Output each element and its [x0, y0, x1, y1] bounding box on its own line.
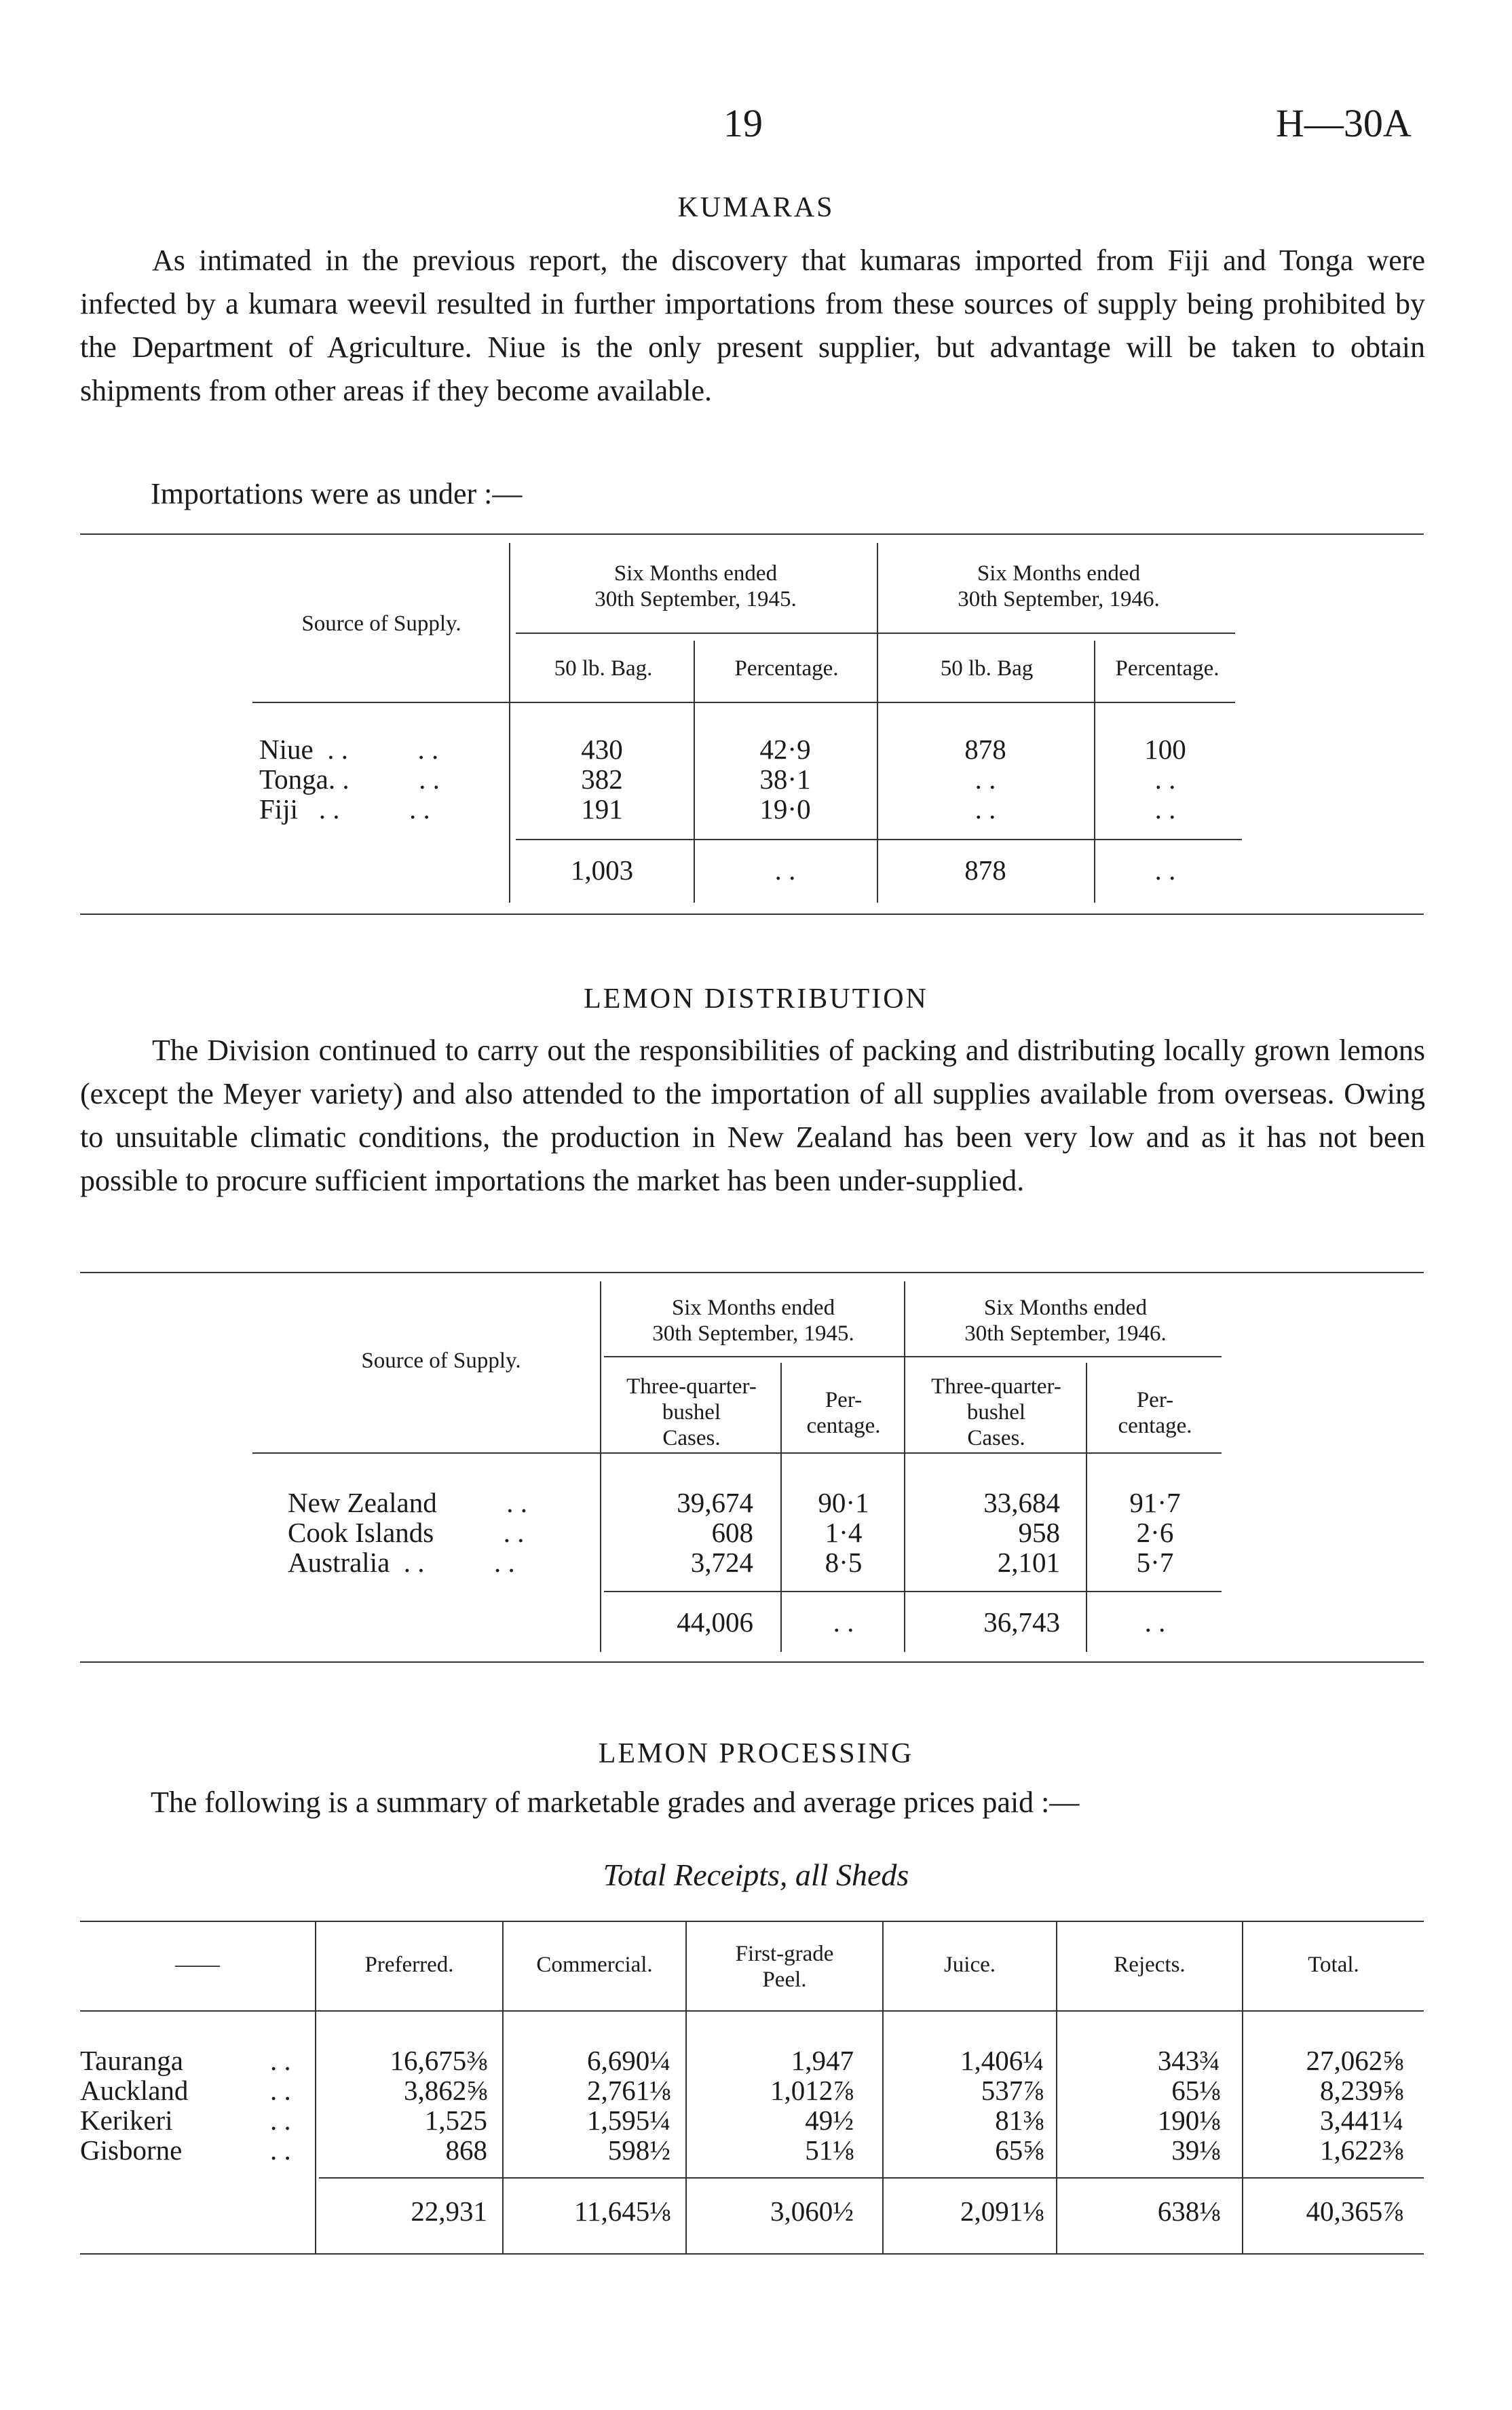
total-first-grade-peel: 3,060½ — [770, 2196, 854, 2227]
table-total-row — [80, 2196, 1403, 2227]
kumaras-paragraph — [80, 239, 1425, 413]
table-rule — [80, 1661, 1424, 1663]
total-pct-1945: . . — [833, 1606, 854, 1638]
commercial-value: 598½ — [607, 2134, 670, 2166]
first-grade-peel-value: 1,947 — [791, 2045, 854, 2076]
table-row — [80, 2075, 1403, 2106]
kumaras-title: KUMARAS — [677, 192, 835, 223]
table-row — [80, 2105, 1403, 2136]
total-value: 8,239⅝ — [1320, 2075, 1403, 2106]
pct-1945: 19·0 — [759, 793, 811, 825]
juice-value: 1,406¼ — [960, 2045, 1044, 2076]
stub-header: —— — [175, 1953, 220, 1977]
cases-1945-header: Three-quarter- bushel Cases. — [626, 1374, 757, 1450]
pct-1945: 1·4 — [825, 1517, 863, 1548]
first-grade-peel-value: 51⅛ — [805, 2134, 854, 2166]
commercial-value: 1,595¼ — [587, 2105, 670, 2136]
first-grade-peel-value: 1,012⅞ — [770, 2075, 854, 2106]
document-reference: H—30A — [1276, 101, 1412, 145]
table-row — [259, 733, 1236, 764]
table-rule — [80, 2010, 1424, 2012]
bag-1945: 382 — [581, 764, 623, 795]
cases-1945: 39,674 — [677, 1487, 753, 1518]
pct-1946: 2·6 — [1136, 1517, 1174, 1548]
percentage-1946-header: Per- centage. — [1118, 1388, 1192, 1438]
total-pct-1946: . . — [1154, 854, 1176, 886]
row-shed: Tauranga — [80, 2045, 183, 2076]
cases-1945: 3,724 — [690, 1547, 753, 1578]
total-cases-1946: 36,743 — [983, 1606, 1060, 1638]
percentage-1945-header: Per- centage. — [806, 1388, 881, 1438]
preferred-header: Preferred. — [364, 1953, 454, 1977]
source-of-supply-header: Source of Supply. — [361, 1349, 521, 1373]
pct-1945: 8·5 — [825, 1547, 863, 1578]
table-rule — [80, 2253, 1424, 2255]
total-cases-1945: 44,006 — [677, 1606, 753, 1638]
total-bag-1945: 1,003 — [570, 854, 634, 886]
table-rule — [516, 633, 1235, 634]
table-rule — [509, 543, 510, 903]
total-preferred: 22,931 — [411, 2196, 487, 2227]
pct-1946: . . — [1154, 764, 1176, 795]
table-rule — [600, 1281, 601, 1652]
table-rule — [80, 914, 1424, 915]
juice-header: Juice. — [943, 1953, 996, 1977]
bag-1946-header: 50 lb. Bag — [940, 656, 1034, 681]
source-of-supply-header: Source of Supply. — [301, 611, 461, 636]
table-row — [288, 1546, 1224, 1577]
lemon-processing-table-title: Total Receipts, all Sheds — [603, 1858, 909, 1892]
preferred-value: 1,525 — [424, 2105, 487, 2136]
pct-1945: 38·1 — [759, 764, 811, 795]
row-dots: . . — [270, 2105, 291, 2136]
table-rule — [80, 533, 1424, 535]
period-1945-header: Six Months ended 30th September, 1945. — [594, 561, 797, 611]
table-rule — [516, 839, 1242, 840]
table-row — [288, 1516, 1224, 1547]
rejects-value: 39⅛ — [1171, 2134, 1220, 2166]
row-dots: . . — [270, 2045, 291, 2076]
row-source: Tonga. . . . — [259, 764, 440, 795]
percentage-1946-header: Percentage. — [1115, 656, 1220, 681]
commercial-value: 2,761⅛ — [587, 2075, 670, 2106]
cases-1946: 958 — [1018, 1517, 1060, 1548]
rejects-value: 343¾ — [1157, 2045, 1220, 2076]
first-grade-peel-value: 49½ — [805, 2105, 854, 2136]
total-value: 3,441¼ — [1320, 2105, 1403, 2136]
total-rejects: 638⅛ — [1157, 2196, 1220, 2227]
bag-1945-header: 50 lb. Bag. — [554, 656, 653, 681]
table-total-row — [259, 854, 1236, 885]
rejects-value: 190⅛ — [1157, 2105, 1220, 2136]
row-dots: . . — [270, 2075, 291, 2106]
cases-1945: 608 — [711, 1517, 753, 1548]
rejects-header: Rejects. — [1114, 1953, 1186, 1977]
table-rule — [80, 1921, 1424, 1922]
preferred-value: 3,862⅝ — [404, 2075, 487, 2106]
total-header: Total. — [1308, 1953, 1359, 1977]
table-rule — [604, 1591, 1222, 1592]
row-shed: Gisborne — [80, 2134, 183, 2166]
total-pct-1946: . . — [1144, 1606, 1166, 1638]
bag-1946: . . — [975, 793, 996, 825]
preferred-value: 868 — [445, 2134, 487, 2166]
row-source: Cook Islands . . — [288, 1517, 525, 1548]
pct-1946: . . — [1154, 793, 1176, 825]
total-pct-1945: . . — [774, 854, 796, 886]
cases-1946: 2,101 — [997, 1547, 1060, 1578]
table-row — [80, 2046, 1403, 2076]
commercial-value: 6,690¼ — [587, 2045, 670, 2076]
pct-1945: 90·1 — [818, 1487, 869, 1518]
total-value: 1,622⅜ — [1320, 2134, 1403, 2166]
row-source: Niue . . . . — [259, 734, 439, 765]
period-1946-header: Six Months ended 30th September, 1946. — [958, 561, 1160, 611]
table-rule — [252, 1452, 1222, 1454]
table-rule — [80, 1272, 1424, 1273]
table-rule — [252, 702, 1235, 703]
table-rule — [877, 543, 878, 903]
row-source: Australia . . . . — [288, 1547, 515, 1578]
bag-1945: 430 — [581, 734, 623, 765]
table-rule — [604, 1356, 1222, 1357]
commercial-header: Commercial. — [536, 1953, 653, 1977]
row-dots: . . — [270, 2134, 291, 2166]
lemon-distribution-title: LEMON DISTRIBUTION — [584, 983, 928, 1015]
lemon-processing-intro: The following is a summary of marketable grades and average prices paid :— — [151, 1786, 1080, 1819]
kumaras-paragraph-text: As intimated in the previous report, the discovery that kumaras imported from Fiji and Tonga were infected by a kumara weevil resulted in further importations from these sources of supply being prohibited by the Department of Agriculture. Niue is the only present supplier, but advantage will be taken to obtain shipments from other areas if they become available. — [80, 244, 1425, 407]
total-value: 27,062⅝ — [1306, 2045, 1403, 2076]
kumaras-intro: Importations were as under :— — [151, 477, 523, 510]
pct-1946: 100 — [1144, 734, 1186, 765]
rejects-value: 65⅛ — [1171, 2075, 1220, 2106]
bag-1946: . . — [975, 764, 996, 795]
pct-1946: 91·7 — [1129, 1487, 1181, 1518]
total-bag-1946: 878 — [964, 854, 1006, 886]
total-juice: 2,091⅛ — [960, 2196, 1044, 2227]
row-source: Fiji . . . . — [259, 793, 430, 825]
period-1946-header: Six Months ended 30th September, 1946. — [964, 1296, 1167, 1346]
row-shed: Auckland — [80, 2075, 189, 2106]
table-total-row — [288, 1606, 1224, 1637]
percentage-1945-header: Percentage. — [734, 656, 839, 681]
lemon-distribution-paragraph — [80, 1029, 1425, 1203]
row-source: New Zealand . . — [288, 1487, 527, 1518]
juice-value: 65⅝ — [995, 2134, 1044, 2166]
table-rule — [319, 2177, 1424, 2179]
lemon-distribution-paragraph-text: The Division continued to carry out the responsibilities of packing and distributing locally grown lemons (except the Meyer variety) and also attended to the importation of all supplies available from overseas. Owing to unsuitable climatic conditions, the production in New Zealand has been very low and as it has not been possible to procure sufficient importations the market has been under-supplied. — [80, 1034, 1425, 1197]
period-1945-header: Six Months ended 30th September, 1945. — [652, 1296, 854, 1346]
table-row — [80, 2135, 1403, 2166]
row-shed: Kerikeri — [80, 2105, 173, 2136]
table-row — [259, 763, 1236, 794]
table-rule — [904, 1281, 905, 1652]
pct-1945: 42·9 — [759, 734, 811, 765]
bag-1946: 878 — [964, 734, 1006, 765]
first-grade-peel-header: First-grade Peel. — [735, 1942, 834, 1992]
table-row — [288, 1486, 1224, 1518]
juice-value: 537⅞ — [981, 2075, 1044, 2106]
bag-1945: 191 — [581, 793, 623, 825]
cases-1946: 33,684 — [983, 1487, 1060, 1518]
total-total: 40,365⅞ — [1306, 2196, 1403, 2227]
lemon-processing-title: LEMON PROCESSING — [598, 1738, 914, 1769]
pct-1946: 5·7 — [1136, 1547, 1174, 1578]
total-commercial: 11,645⅛ — [574, 2196, 670, 2227]
preferred-value: 16,675⅜ — [390, 2045, 487, 2076]
page-number: 19 — [723, 101, 763, 145]
juice-value: 81⅜ — [995, 2105, 1044, 2136]
cases-1946-header: Three-quarter- bushel Cases. — [931, 1374, 1061, 1450]
table-row — [259, 793, 1236, 824]
